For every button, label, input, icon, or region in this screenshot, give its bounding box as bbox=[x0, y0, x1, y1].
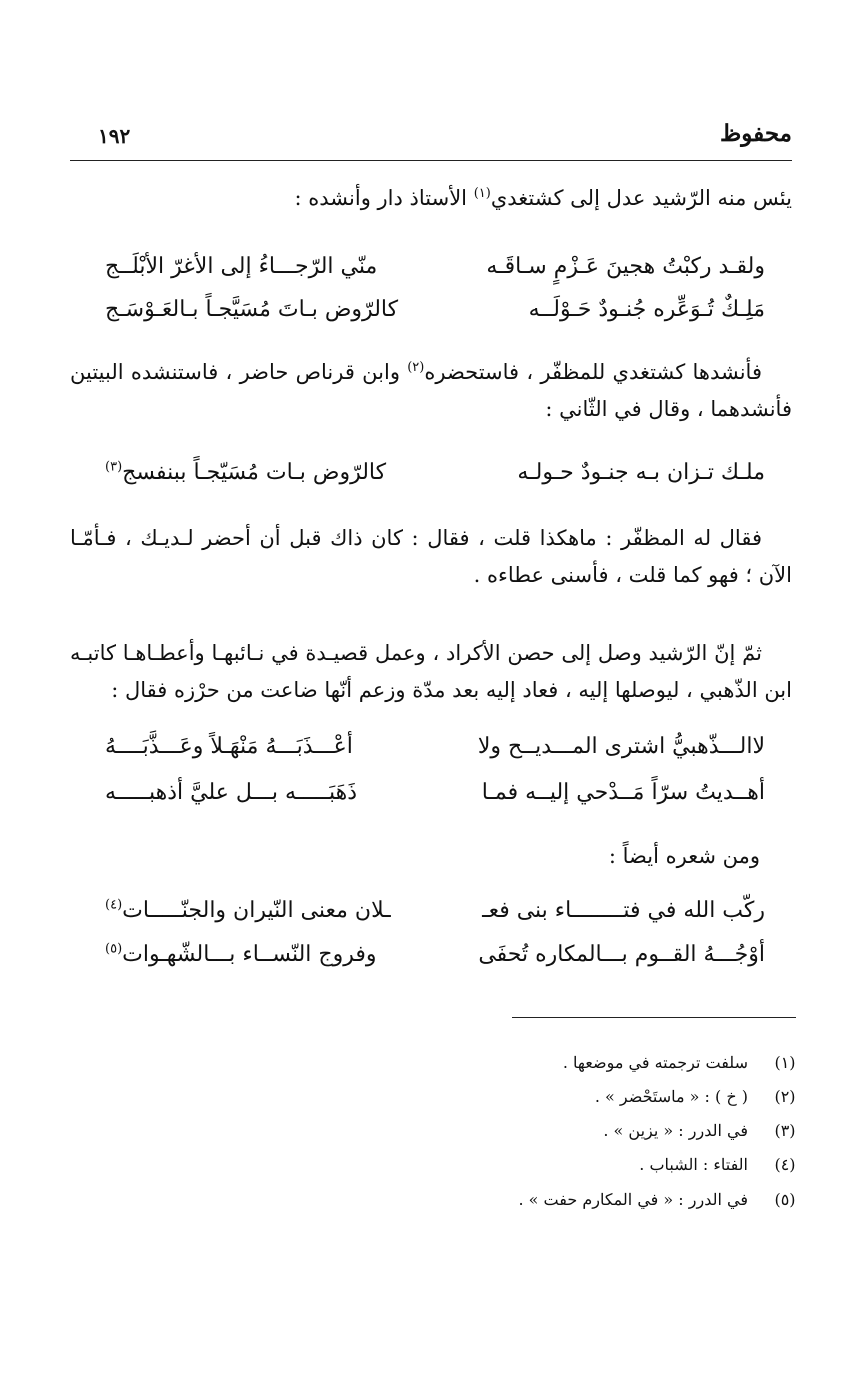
verse-first-hemistich: ركّب الله في فتــــــــاء بنى فعـ bbox=[482, 898, 765, 923]
footnote-ref: (٤) bbox=[105, 897, 123, 913]
verse-second-hemistich bbox=[105, 942, 377, 967]
footnote-text: في الدرر : « يزين » . bbox=[603, 1121, 748, 1140]
verse-second-hemistich bbox=[105, 460, 386, 485]
footnote bbox=[200, 1053, 800, 1083]
verse-line bbox=[105, 898, 765, 938]
running-title: محفوظ bbox=[720, 120, 792, 147]
footnote bbox=[200, 1155, 800, 1185]
footnote-text: سلفت ترجمته في موضعها . bbox=[562, 1053, 748, 1072]
verse-second-hemistich: ذَهَبَـــــه بـــل عليَّ أذهبـــــه bbox=[105, 780, 358, 805]
hemistich-text: ـلان معنى النّيران والجنّـــــات bbox=[122, 898, 391, 923]
footnote bbox=[200, 1190, 800, 1220]
footnote-ref: (١) bbox=[473, 186, 491, 201]
footnote bbox=[200, 1087, 800, 1117]
footnote-separator bbox=[512, 1017, 796, 1018]
footnote-text: في الدرر : « في المكارم حفت » . bbox=[518, 1190, 748, 1209]
footnote-text: الفتاء : الشباب . bbox=[639, 1155, 748, 1174]
paragraph-text: فأنشدها كشتغدي للمظفّر ، فاستحضره bbox=[424, 360, 762, 384]
verse-first-hemistich: أوْجُـــهُ القــوم بـــالمكاره تُحفَى bbox=[478, 942, 765, 967]
hemistich-text: وفروج النّســاء بـــالشّهـوات bbox=[122, 942, 377, 967]
footnote-ref: (٣) bbox=[105, 459, 123, 475]
paragraph-3: فقال له المظفّر : ماهكذا قلت ، فقال : كان ذاك قبل أن أحضر لـديـك ، فـأمّـا الآن ؛ فهو كما قلت ، فأسنى عطاءه . bbox=[70, 526, 792, 587]
verse-second-hemistich bbox=[105, 898, 391, 923]
paragraph-4: ثمّ إنّ الرّشيد وصل إلى حصن الأكراد ، وعمل قصيـدة في نـائبهـا وأعطـاهـا كاتبـه ابن الذّهبي ، ليوصلها إليه ، فعاد إليه بعد مدّة وزعم أنّها ضاعت من حرْزه فقال : bbox=[70, 641, 792, 702]
paragraph-text: وابن قرناص حاضر ، فاستنشده البيتين فأنشدهما ، وقال في الثّاني : bbox=[70, 360, 792, 421]
page-header bbox=[70, 120, 792, 161]
footnote-number: (٣) bbox=[774, 1121, 796, 1140]
verse-second-hemistich: أعْـــذَبَـــهُ مَنْهَـلاً وعَـــذَّبَــــهُ bbox=[105, 734, 353, 759]
verse-first-hemistich: أهــديتُ سرّاً مَــدْحي إليــه فمـا bbox=[481, 780, 765, 805]
footnote bbox=[200, 1121, 800, 1151]
verse-second-hemistich: كالرّوض بـاتَ مُسَيَّجـاً بـالعَـوْسَـج bbox=[105, 297, 399, 322]
verse-first-hemistich: مَلِـكٌ تُـوَعِّره جُنـودٌ حَـوْلَــه bbox=[528, 297, 765, 322]
footnote-number: (٢) bbox=[774, 1087, 796, 1106]
footnote-ref: (٥) bbox=[105, 941, 123, 957]
footnote-text: ( خ ) : « ماستَحْضر » . bbox=[594, 1087, 748, 1106]
paragraph-2 bbox=[70, 354, 792, 428]
paragraph-1 bbox=[70, 180, 792, 217]
page-number: ١٩٢ bbox=[98, 124, 131, 148]
hemistich-text: كالرّوض بـات مُسَيّجـاً ببنفسج bbox=[122, 460, 387, 485]
footnote-number: (٥) bbox=[774, 1190, 796, 1209]
verse-line bbox=[105, 254, 765, 294]
paragraph-text: يئس منه الرّشيد عدل إلى كشتغدي bbox=[490, 186, 792, 210]
verse-line bbox=[105, 297, 765, 337]
verse-line bbox=[105, 734, 765, 774]
footnote-ref: (٢) bbox=[407, 360, 425, 375]
paragraph-text: الأستاذ دار وأنشده : bbox=[294, 186, 474, 210]
verse-line bbox=[105, 942, 765, 982]
verse-line bbox=[105, 460, 765, 500]
paragraph-5: ومن شعره أيضاً : bbox=[608, 844, 760, 868]
verse-first-hemistich: ملـك تـزان بـه جنـودٌ حـولـه bbox=[517, 460, 765, 485]
verse-first-hemistich: لاالـــذّهبيُّ اشترى المـــديــح ولا bbox=[477, 734, 765, 759]
footnote-number: (٤) bbox=[774, 1155, 796, 1174]
verse-second-hemistich: منّي الرّجـــاءُ إلى الأغرّ الأبْلَــج bbox=[105, 254, 378, 279]
footnote-number: (١) bbox=[774, 1053, 796, 1072]
verse-line bbox=[105, 780, 765, 820]
verse-first-hemistich: ولقـد ركبْتُ هجينَ عَـزْمٍ سـاقَـه bbox=[486, 254, 765, 279]
